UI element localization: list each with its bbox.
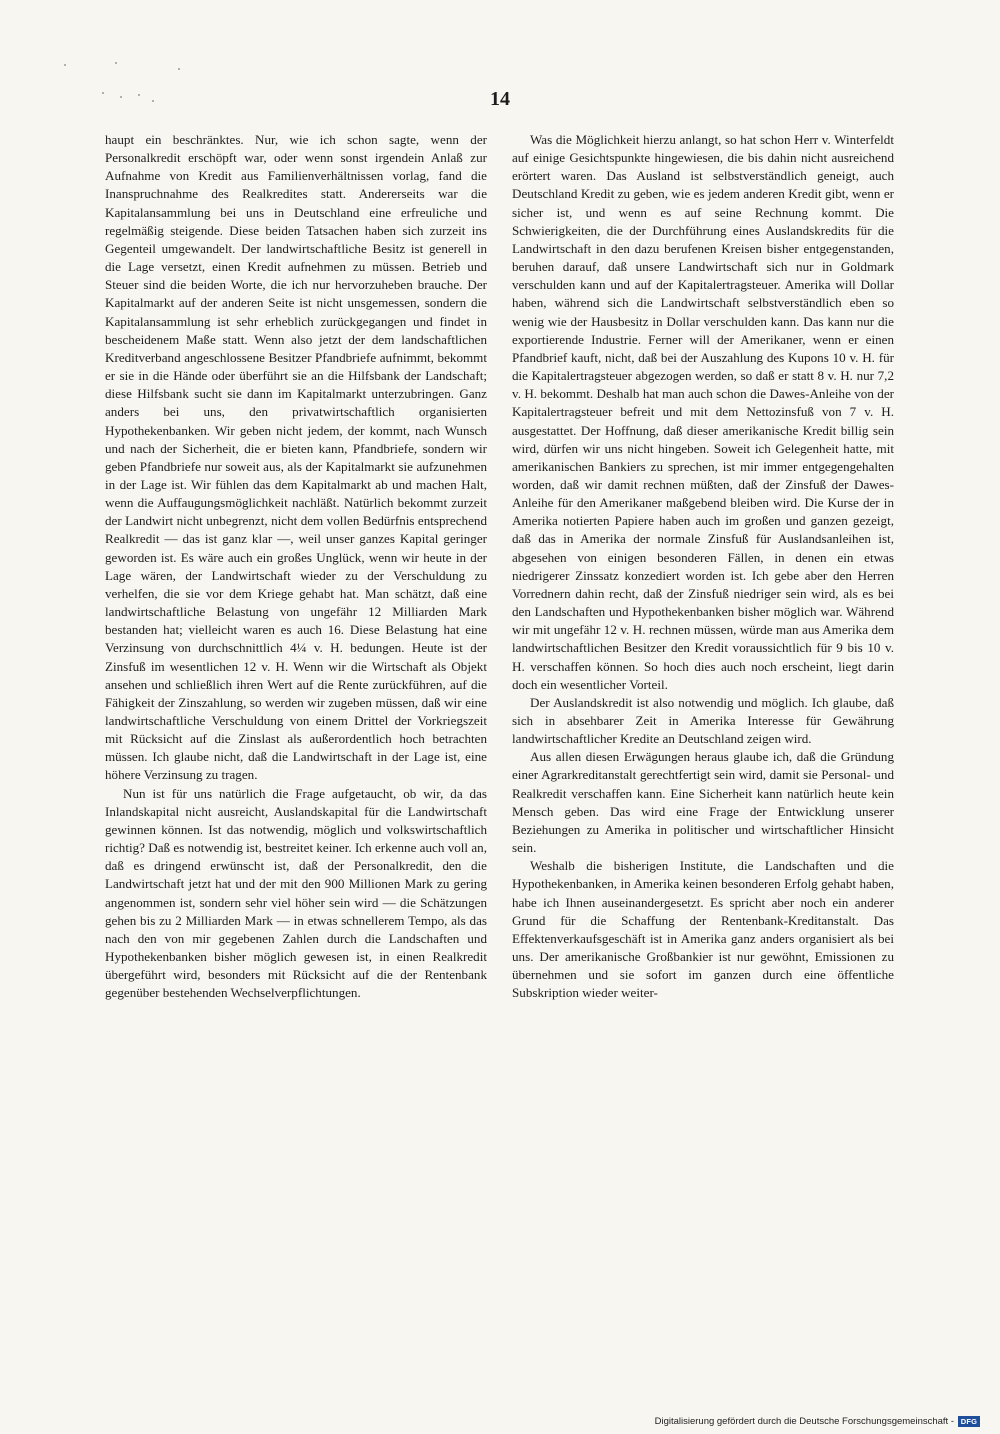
paragraph: Was die Möglichkeit hierzu anlangt, so hat schon Herr v. Winterfeldt auf einige Gesichtspunkte hingewiesen, die bis dahin nicht ausreichend erörtert waren. Das Ausland ist selbstverständlich geneigt, auch Deutschland Kredit zu geben, wie es jedem anderen Kredit gibt, wenn er sicher ist, und wenn es auf seine Rechnung kommt. Die Schwierigkeiten, die der Durchführung eines Auslandskredits für die Landwirtschaft in den dazu berufenen Kreisen bisher entgegenstanden, beruhen darauf, daß unsere Landwirtschaft sich nur in Goldmark verschulden kann und auf der Kapitalertragsteuer. Amerika will Dollar haben, während sich die Landwirtschaft selbstverständlich eben so wenig wie der Hausbesitz in Dollar verschulden kann. Das kann nur die exportierende Industrie. Ferner will der Amerikaner, wenn er einen Pfandbrief kauft, nicht, daß bei der Auszahlung des Kupons 10 v. H. für die Kapitalertragsteuer abgezogen werden, so daß er statt 8 v. H. nur 7,2 v. H. bekommt. Deshalb hat man auch schon die Dawes-Anleihe von der Kapitalertragsteuer befreit und mit dem Nettozinsfuß von 7 v. H. ausgestattet. Der Hoffnung, daß dieser amerikanische Kredit billig sein wird, dürfen wir uns nicht hingeben. Soweit ich Gelegenheit hatte, mit amerikanischen Bankiers zu sprechen, ist mir immer entgegengehalten worden, daß wir damit rechnen müßten, daß der Zinsfuß der Dawes-Anleihe für den Amerikaner maßgebend bleiben wird. Die Kurse der in Amerika notierten Papiere haben auch im großen und ganzen gezeigt, daß das in Amerika der normale Zinsfuß für Auslandsanleihen ist, abgesehen von einigen besonderen Fällen, in denen ein etwas niedrigerer Zinssatz konzediert worden ist. Ich gebe aber den Herren Vorrednern dahin recht, daß der Zinsfuß niedriger sein wird, als es bei den Landschaften und Hypothekenbanken bisher möglich war. Während wir mit ungefähr 12 v. H. rechnen müssen, würde man aus Amerika dem landwirtschaftlichen Besitzer den Kredit voraussichtlich für 9 bis 10 v. H. verschaffen können. So hoch dies auch noch erscheint, liegt darin doch ein wesentlicher Vorteil. xyxy=(512,132,894,692)
paragraph: haupt ein beschränktes. Nur, wie ich schon sagte, wenn der Personalkredit erschöpft war, oder wenn sonst irgendein Anlaß zur Aufnahme von Kredit aus Familienverhältnissen vorlag, fand die Inanspruchnahme des Realkredites statt. Andererseits war die Kapitalansammlung bei uns in Deutschland eine erfreuliche und regelmäßig steigende. Diese beiden Tatsachen haben sich zurzeit ins Gegenteil umgewandelt. Der landwirtschaftliche Besitz ist generell in die Lage versetzt, einen Kredit aufnehmen zu müssen. Betrieb und Steuer sind die beiden Worte, die ich nur hervorzuheben brauche. Der Kapitalmarkt auf der anderen Seite ist nicht unsgemessen, sondern die Kapitalansammlung ist sehr erheblich zurückgegangen und findet in bescheidenem Maße statt. Wenn also jetzt der dem landschaftlichen Kreditverband angeschlossene Besitzer Pfandbriefe aufnimmt, bekommt er sie in die Hände oder überführt sie an die Hilfsbank der Landschaft; diese Hilfsbank sucht sie dann im Kapitalmarkt unterzubringen. Ganz anders bei uns, den privatwirtschaftlich organisierten Hypothekenbanken. Wir geben nicht jedem, der kommt, nach Wunsch und nach der Sicherheit, die er bieten kann, Pfandbriefe, sondern wir geben Pfandbriefe nur soweit aus, als der Kapitalmarkt sie aufzunehmen in der Lage ist. Wir fühlen das dem Kapitalmarkt ab und machen Halt, wenn die Auffaugungsmöglichkeit nachläßt. Natürlich bekommt zurzeit der Landwirt nicht unbegrenzt, nicht dem vollen Bedürfnis entsprechend Realkredit — das ist ganz klar —, weil unser ganzes Kapital geringer geworden ist. Es wäre auch ein großes Unglück, wenn wir heute in der Lage wären, der Landwirtschaft wieder zu der Verschuldung zu verhelfen, die sie vor dem Kriege gehabt hat. Man schätzt, daß eine landwirtschaftliche Belastung von ungefähr 12 Milliarden Mark bestanden hat; vielleicht waren es auch 16. Diese Belastung hat eine Verzinsung von durchschnittlich 4¼ v. H. bedungen. Heute ist der Zinsfuß im wesentlichen 12 v. H. Wenn wir die Wirtschaft als Objekt ansehen und schließlich ihren Wert auf die Rente zurückführen, auf die Fähigkeit der Zinszahlung, so werden wir zugeben müssen, daß wir eine landwirtschaftliche Verschuldung von einem Drittel der Vorkriegszeit mit Rücksicht auf die Zinslast als außerordentlich hoch betrachten müssen. Ich glaube nicht, daß die Landwirtschaft in der Lage ist, eine höhere Verzinsung zu tragen. xyxy=(105,132,487,783)
page-number: 14 xyxy=(490,88,510,110)
left-text-column xyxy=(105,131,487,1003)
paragraph: Weshalb die bisherigen Institute, die Landschaften und die Hypothekenbanken, in Amerika keinen besonderen Erfolg gehabt haben, habe ich Ihnen auseinandergesetzt. Es spricht aber noch ein anderer Grund für die Schaffung der Rentenbank-Kreditanstalt. Das Effektenverkaufsgeschäft ist in Amerika ganz anders organisiert als bei uns. Der amerikanische Großbankier ist nur gewöhnt, Emissionen zu übernehmen und sie sofort im ganzen durch eine öffentliche Subskription wieder weiter- xyxy=(512,858,894,1001)
footer-credit: Digitalisierung gefördert durch die Deutsche Forschungsgemeinschaft - xyxy=(654,1416,954,1427)
right-text-column xyxy=(512,131,894,1003)
paragraph: Aus allen diesen Erwägungen heraus glaube ich, daß die Gründung einer Agrarkreditanstalt gerechtfertigt sein wird, damit sie Personal- und Realkredit verschaffen kann. Eine Sicherheit kann natürlich heute kein Mensch geben. Das wird eine Frage der Entwicklung unserer Beziehungen zu Amerika in politischer und wirtschaftlicher Hinsicht sein. xyxy=(512,749,894,856)
paragraph: Nun ist für uns natürlich die Frage aufgetaucht, ob wir, da das Inlandskapital nicht ausreicht, Auslandskapital für die Landwirtschaft gewinnen können. Ist das notwendig, möglich und volkswirtschaftlich richtig? Daß es notwendig ist, bestreitet keiner. Ich erkenne auch voll an, daß es dringend erwünscht ist, daß der Personalkredit, den die Landwirtschaft jetzt hat und der mit den 900 Millionen Mark zu gering angenommen ist, sondern sehr viel höher sein wird — die Schätzungen gehen bis zu 2 Milliarden Mark — in etwas schnellerem Tempo, als das nach den von mir gegebenen Zahlen durch die Landschaften und Hypothekenbanken bisher möglich gewesen ist, in einen Realkredit übergeführt wird, besonders mit Rücksicht auf die der Rentenbank gegenüber bestehenden Wechselverpflichtungen. xyxy=(105,785,487,1001)
paragraph: Der Auslandskredit ist also notwendig und möglich. Ich glaube, daß sich in absehbarer Zeit in Amerika Interesse für Gewährung landwirtschaftlicher Kredite an Deutschland zeigen wird. xyxy=(512,694,894,747)
dfg-logo: DFG xyxy=(958,1416,980,1427)
digitization-footer xyxy=(655,1416,980,1427)
